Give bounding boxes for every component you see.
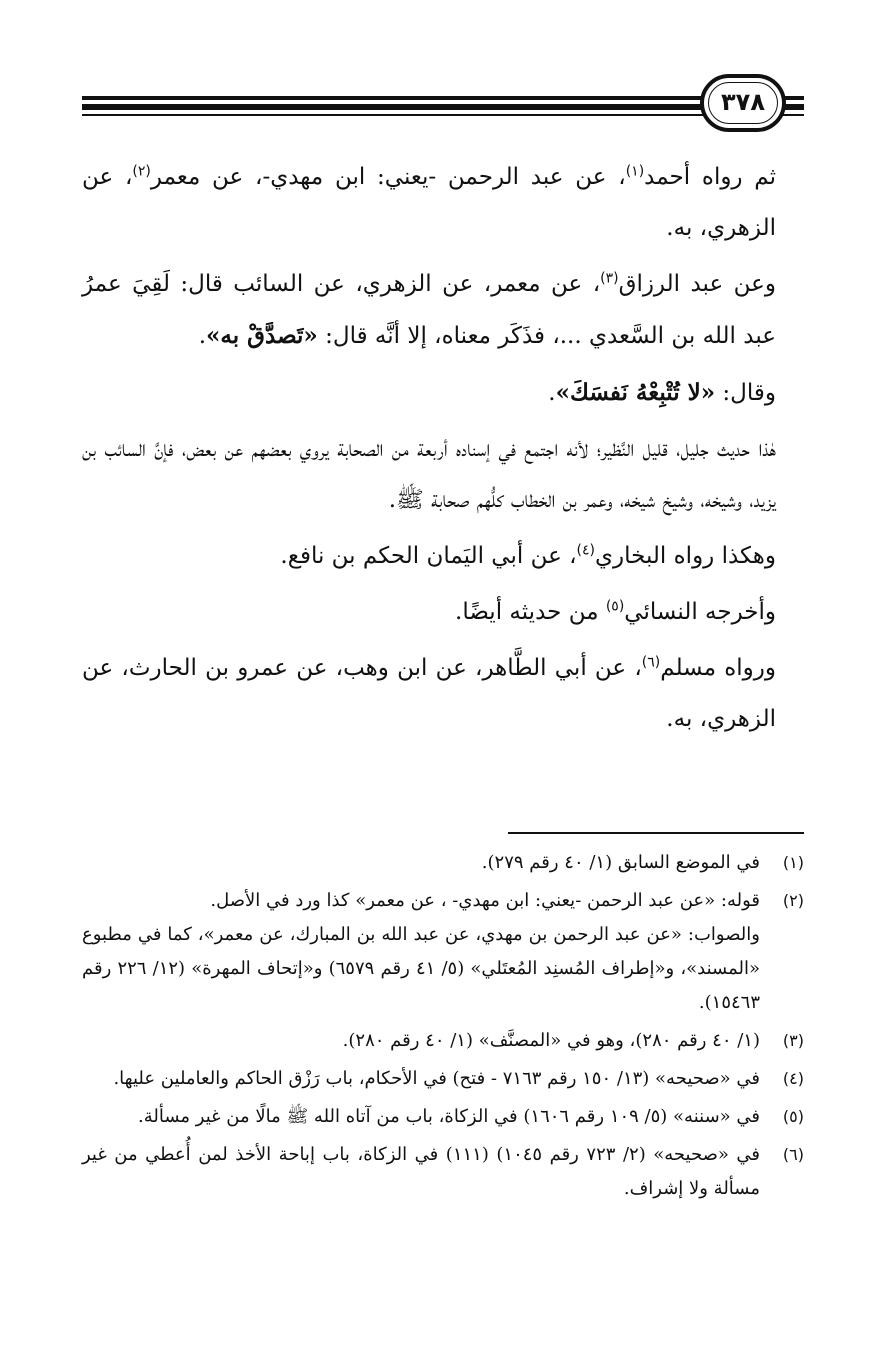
footnote-4 <box>82 1062 804 1096</box>
paragraph-text: وأخرجه النسائي <box>624 599 776 625</box>
footnotes <box>82 846 804 1210</box>
footnote-text <box>82 1100 760 1134</box>
footnote-number: (١) <box>782 853 804 872</box>
footnote-text <box>82 1024 760 1058</box>
hadith-quote: «تَصدَّقْ به» <box>206 322 318 349</box>
footnote-text <box>82 846 760 880</box>
footnote-line: في «صحيحه» (١٣/ ١٥٠ رقم ٧١٦٣ - فتح) في الأحكام، باب رَزْق الحاكم والعاملين عليها. <box>113 1068 760 1089</box>
footnote-5 <box>82 1100 804 1134</box>
paragraph-text: ، عن معمر، عن الزهري، عن السائب قال: لَقِيَ عمرُ عبد الله بن السَّعدي ...، فذَكَر معناه، إلا أنَّه قال: <box>82 271 776 349</box>
page-header <box>82 74 804 132</box>
header-rule-middle <box>82 104 804 110</box>
header-rule-top <box>82 96 804 100</box>
footnote-ref-4[interactable]: (٤) <box>576 542 596 559</box>
footnote-text <box>82 884 760 1020</box>
footnote-3 <box>82 1024 804 1058</box>
footnote-ref-2[interactable]: (٢) <box>132 163 151 180</box>
paragraph-text: ، عن الزهري، به. <box>82 164 776 241</box>
footnote-number: (٣) <box>782 1031 804 1050</box>
page-number: ٣٧٨ <box>721 88 765 116</box>
footnote-line: في «سننه» (٥/ ١٠٩ رقم ١٦٠٦) في الزكاة، باب من آتاه الله ﷺ مالًا من غير مسألة. <box>138 1106 760 1127</box>
paragraph-1 <box>82 152 804 254</box>
paragraph-text: ، عن أبي الطَّاهر، عن ابن وهب، عن عمرو بن الحارث، عن الزهري، به. <box>82 655 776 732</box>
footnote-line: (١/ ٤٠ رقم ٢٨٠)، وهو في «المصنَّف» (١/ ٤٠ رقم ٢٨٠). <box>342 1030 760 1051</box>
header-rule-bottom <box>82 114 804 116</box>
footnote-number: (٢) <box>782 891 804 910</box>
footnote-separator <box>508 832 804 834</box>
paragraph-5 <box>82 531 804 582</box>
footnote-ref-5[interactable]: (٥) <box>605 598 625 615</box>
footnote-number: (٥) <box>782 1107 804 1126</box>
footnote-ref-1[interactable]: (١) <box>625 163 645 180</box>
paragraph-text: . <box>548 380 556 406</box>
paragraph-text: ثم رواه أحمد <box>644 164 777 190</box>
paragraph-text: وهكذا رواه البخاري <box>595 543 776 569</box>
footnote-6 <box>82 1138 804 1206</box>
footnote-2 <box>82 884 804 1020</box>
footnote-number: (٦) <box>782 1145 804 1164</box>
footnote-line: في الموضع السابق (١/ ٤٠ رقم ٢٧٩). <box>481 852 760 873</box>
hadith-quote: «لا تُتْبِعْهُ نَفسَكَ» <box>555 379 716 406</box>
footnote-ref-3[interactable]: (٣) <box>600 270 619 287</box>
paragraph-7 <box>82 643 804 745</box>
paragraph-text: هٰذا حديث جليل، قليل النَّظير؛ لأنه اجتمع في إسناده أربعة من الصحابة يروي بعضهم عن بعض، فإنَّ السائب بن يزيد، وشيخه، وشيخ شيخه، وعمر بن الخطاب كلُّهم صحابة ﷺ. <box>82 436 776 513</box>
paragraph-text: وقال: <box>715 380 776 406</box>
paragraph-text: وعن عبد الرزاق <box>618 271 776 297</box>
footnote-line: قوله: «عن عبد الرحمن -يعني: ابن مهدي- ، عن معمر» كذا ورد في الأصل. <box>210 890 760 911</box>
footnote-line: والصواب: «عن عبد الرحمن بن مهدي، عن عبد الله بن المبارك، عن معمر»، كما في مطبوع «المسند»، و«إطراف المُسنِد المُعتَلي» (٥/ ٤١ رقم ٦٥٧٩) و«إتحاف المهرة» (١٢/ ٢٢٦ رقم ١٥٤٦٣). <box>82 924 760 1013</box>
footnote-text <box>82 1062 760 1096</box>
paragraph-3 <box>82 367 804 419</box>
footnote-number: (٤) <box>782 1069 804 1088</box>
footnote-text <box>82 1138 760 1206</box>
footnote-line: في «صحيحه» (٢/ ٧٢٣ رقم ١٠٤٥) (١١١) في الزكاة، باب إباحة الأخذ لمن أُعطي من غير مسألة ولا إشراف. <box>82 1144 760 1199</box>
paragraph-text: . <box>198 323 207 349</box>
page-number-badge <box>700 74 786 132</box>
footnote-ref-6[interactable]: (٦) <box>641 654 661 671</box>
main-text <box>82 152 804 750</box>
paragraph-4 <box>82 424 804 526</box>
paragraph-text: من حديثه أيضًا. <box>455 599 606 625</box>
footnote-1 <box>82 846 804 880</box>
paragraph-6 <box>82 587 804 638</box>
paragraph-2 <box>82 259 804 362</box>
paragraph-text: ، عن عبد الرحمن -يعني: ابن مهدي-، عن معمر <box>150 164 626 190</box>
paragraph-text: ورواه مسلم <box>660 655 776 681</box>
paragraph-text: ، عن أبي اليَمان الحكم بن نافع. <box>280 543 577 569</box>
